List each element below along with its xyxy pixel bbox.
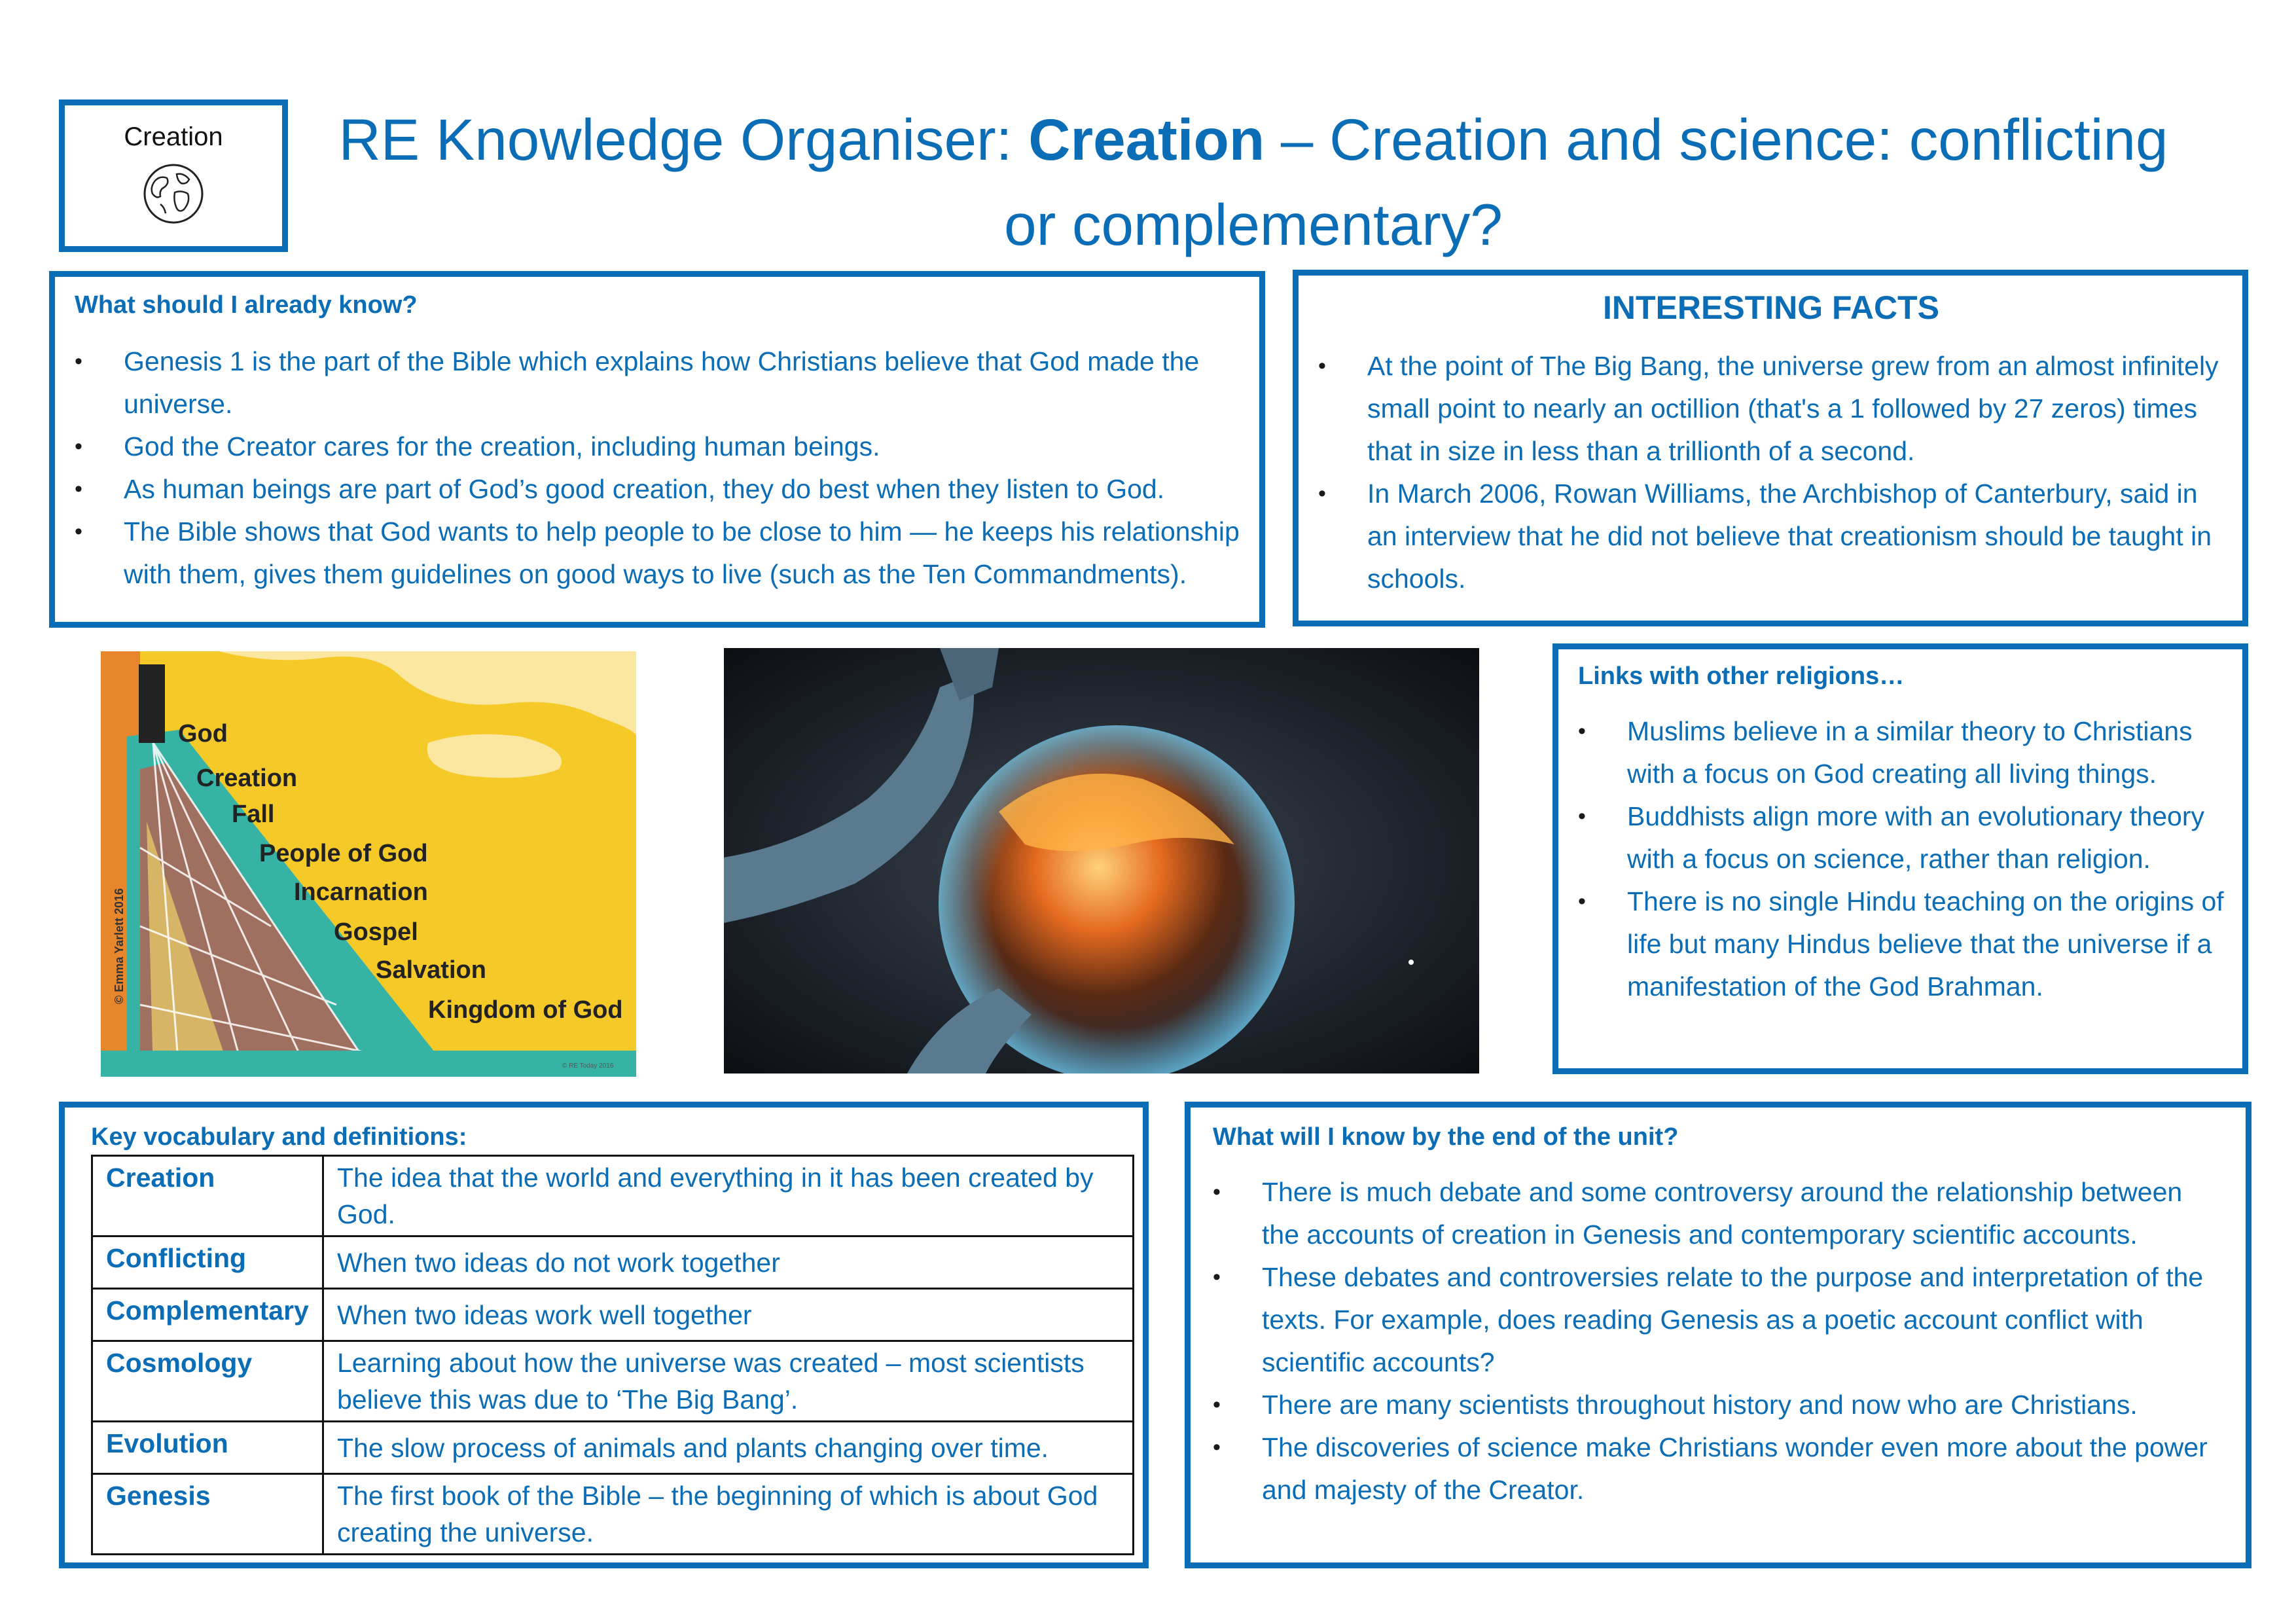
story-label: Fall: [232, 801, 275, 828]
list-item: • As human beings are part of God’s good creation, they do best when they listen to God.: [124, 468, 1241, 511]
list-item: • There are many scientists throughout history and now who are Christians.: [1262, 1384, 2226, 1426]
vocab-definition: When two ideas do not work together: [323, 1236, 1134, 1289]
links-heading: Links with other religions…: [1578, 662, 1905, 690]
end-of-unit-heading: What will I know by the end of the unit?: [1213, 1123, 1679, 1151]
end-of-unit-list: [1213, 1171, 2226, 1511]
story-label: People of God: [259, 840, 428, 867]
list-item: • Muslims believe in a similar theory to Christians with a focus on God creating all living things.: [1627, 710, 2228, 795]
story-label: Incarnation: [294, 878, 428, 906]
vocab-term: Conflicting: [92, 1236, 323, 1289]
facts-list: [1318, 345, 2224, 600]
burning-earth-illustration: [724, 648, 1479, 1074]
illustration-credit: © Emma Yarlett 2016: [113, 888, 126, 1005]
already-know-heading: What should I already know?: [75, 291, 418, 319]
story-label: Salvation: [376, 956, 486, 984]
list-item: • There is much debate and some controversy around the relationship between the accounts of creation in Genesis and contemporary scientific accounts.: [1262, 1171, 2226, 1256]
links-religions-panel: [1552, 643, 2248, 1074]
globe-icon: [141, 161, 206, 226]
big-story-labels: [101, 651, 636, 1077]
vocabulary-table: [91, 1155, 1134, 1555]
burning-earth-image: [724, 648, 1479, 1074]
vocabulary-heading: Key vocabulary and definitions:: [91, 1123, 467, 1151]
list-item: • There is no single Hindu teaching on the origins of life but many Hindus believe that the universe if a manifestation of the God Brahman.: [1627, 880, 2228, 1008]
list-item: • Buddhists align more with an evolutionary theory with a focus on science, rather than religion.: [1627, 795, 2228, 880]
table-row: [92, 1341, 1134, 1422]
table-row: [92, 1289, 1134, 1341]
vocab-term: Complementary: [92, 1289, 323, 1341]
table-row: [92, 1422, 1134, 1474]
topic-logo-label: Creation: [124, 122, 223, 151]
already-know-panel: [49, 271, 1265, 628]
big-story-image: [101, 651, 636, 1077]
vocab-definition: The first book of the Bible – the beginning of which is about God creating the universe.: [323, 1474, 1134, 1555]
list-item: • In March 2006, Rowan Williams, the Archbishop of Canterbury, said in an interview that he did not believe that creationism should be taught in schools.: [1367, 473, 2224, 600]
end-of-unit-panel: [1185, 1102, 2251, 1568]
vocab-definition: Learning about how the universe was created – most scientists believe this was due to ‘The Big Bang’.: [323, 1341, 1134, 1422]
title-suffix: – Creation and science: conflicting or complementary?: [1004, 107, 2168, 257]
facts-heading: INTERESTING FACTS: [1603, 289, 1939, 326]
vocab-term: Cosmology: [92, 1341, 323, 1422]
vocabulary-panel: [59, 1102, 1149, 1568]
links-list: [1578, 710, 2228, 1008]
list-item: • Genesis 1 is the part of the Bible which explains how Christians believe that God made the universe.: [124, 340, 1241, 425]
topic-logo: [59, 99, 288, 252]
interesting-facts-panel: [1293, 270, 2248, 626]
story-label: God: [178, 720, 228, 748]
list-item: • The discoveries of science make Christians wonder even more about the power and majesty of the Creator.: [1262, 1426, 2226, 1511]
list-item: • At the point of The Big Bang, the universe grew from an almost infinitely small point to nearly an octillion (that's a 1 followed by 27 zeros) times that in size in less than a trillionth of a second.: [1367, 345, 2224, 473]
already-know-list: [75, 340, 1241, 596]
list-item: • God the Creator cares for the creation, including human beings.: [124, 425, 1241, 468]
story-label: Gospel: [334, 918, 418, 946]
vocab-definition: When two ideas work well together: [323, 1289, 1134, 1341]
list-item: • The Bible shows that God wants to help people to be close to him — he keeps his relationship with them, gives them guidelines on good ways to live (such as the Ten Commandments).: [124, 511, 1241, 596]
vocab-definition: The slow process of animals and plants changing over time.: [323, 1422, 1134, 1474]
vocab-term: Evolution: [92, 1422, 323, 1474]
list-item: • These debates and controversies relate to the purpose and interpretation of the texts. For example, does reading Genesis as a poetic account conflict with scientific accounts?: [1262, 1256, 2226, 1384]
table-row: [92, 1474, 1134, 1555]
story-label: Creation: [196, 765, 298, 792]
vocab-term: Genesis: [92, 1474, 323, 1555]
vocab-definition: The idea that the world and everything in it has been created by God.: [323, 1156, 1134, 1236]
table-row: [92, 1236, 1134, 1289]
small-credit: © RE Today 2016: [562, 1062, 614, 1070]
vocab-term: Creation: [92, 1156, 323, 1236]
page-title: [308, 97, 2199, 267]
story-label: Kingdom of God: [428, 996, 623, 1024]
title-prefix: RE Knowledge Organiser:: [338, 107, 1029, 172]
title-topic: Creation: [1028, 107, 1265, 172]
table-row: [92, 1156, 1134, 1236]
